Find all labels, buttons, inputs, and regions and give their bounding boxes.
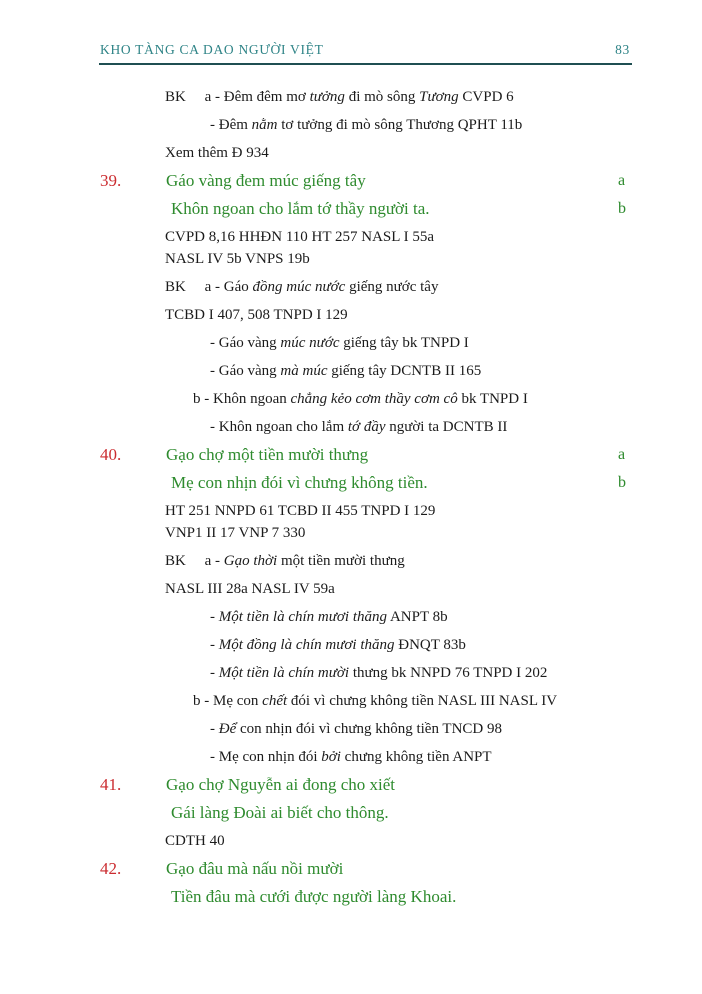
line-text: CVPD 8,16 HHĐN 110 HT 257 NASL I 55a	[165, 229, 435, 245]
variant-line	[0, 83, 702, 111]
variant-line	[0, 413, 702, 441]
verse-text: Gạo đâu mà nấu nồi mười	[166, 859, 344, 878]
line-text: ĐNQT 83b	[394, 637, 466, 653]
variant-italic-text: chết	[262, 693, 288, 709]
line-text: bk TNPD I	[457, 391, 528, 407]
line-text: đi mò sông	[344, 89, 420, 105]
variant-line	[0, 687, 702, 715]
line-text: CDTH 40	[165, 833, 225, 849]
verse-text: Gạo chợ Nguyễn ai đong cho xiết	[166, 775, 395, 794]
line-text: Xem thêm Đ 934	[165, 145, 269, 161]
line-text: VNP1 II 17 VNP 7 330	[165, 525, 306, 541]
verse-letter: b	[618, 200, 626, 217]
header-page-number: 83	[615, 42, 630, 57]
line-text: một tiền mười thưng	[277, 553, 405, 569]
verse-letter: a	[618, 172, 626, 189]
reference-line	[0, 575, 702, 603]
variant-italic-text: Gạo thời	[223, 553, 278, 569]
variant-italic-text: Một đồng là chín mươi thăng	[218, 637, 395, 653]
verse-text: Khôn ngoan cho lắm tớ thầy người ta.	[171, 199, 430, 218]
variant-italic-text: đồng múc nước	[252, 279, 346, 295]
line-text: tơ tưởng đi mò sông Thương QPHT 11b	[277, 117, 523, 133]
variant-italic-text: bởi	[321, 749, 341, 765]
variant-italic-text: mà múc	[280, 363, 328, 379]
line-text: - Gáo vàng	[210, 335, 281, 351]
header-rule	[99, 63, 632, 65]
line-text: thưng bk NNPD 76 TNPD I 202	[349, 665, 548, 681]
line-text: b - Mẹ con	[193, 693, 263, 709]
line-text: NASL III 28a NASL IV 59a	[165, 581, 335, 597]
line-text: -	[210, 665, 219, 681]
variant-italic-text: Một tiền là chín mười	[218, 665, 350, 681]
variant-line	[0, 659, 702, 687]
variant-line	[0, 631, 702, 659]
variant-italic-text: Tương	[419, 89, 459, 105]
line-text: - Mẹ con nhịn đói	[210, 749, 322, 765]
verse-line	[0, 799, 702, 827]
variant-line	[0, 273, 702, 301]
line-text: -	[210, 609, 219, 625]
verse-letter: a	[618, 446, 626, 463]
variant-italic-text: tớ đầy	[347, 419, 386, 435]
variant-line	[0, 715, 702, 743]
line-text: giếng tây bk TNPD I	[339, 335, 469, 351]
verse-line	[0, 195, 702, 223]
line-text: NASL IV 5b VNPS 19b	[165, 251, 310, 267]
verse-text: Gáo vàng đem múc giếng tây	[166, 171, 366, 190]
reference-line	[0, 301, 702, 329]
variant-line	[0, 385, 702, 413]
variant-line	[0, 743, 702, 771]
reference-line	[0, 519, 702, 547]
line-text: b - Khôn ngoan	[193, 391, 291, 407]
page-body	[0, 83, 702, 911]
line-text: giếng tây DCNTB II 165	[327, 363, 482, 379]
line-text: -	[210, 637, 219, 653]
variant-line	[0, 357, 702, 385]
line-text: - Gáo vàng	[210, 363, 281, 379]
verse-letter: b	[618, 474, 626, 491]
entry-number: 40.	[100, 445, 122, 464]
verse-line	[0, 469, 702, 497]
verse-text: Mẹ con nhịn đói vì chưng không tiền.	[171, 473, 428, 492]
variant-line	[0, 547, 702, 575]
entry-number: 42.	[100, 859, 122, 878]
running-header	[100, 42, 630, 58]
line-text: BK a - Đêm đêm mơ	[165, 89, 310, 105]
header-title: KHO TÀNG CA DAO NGƯỜI VIỆT	[100, 42, 324, 57]
verse-line	[0, 441, 702, 469]
entry-number: 41.	[100, 775, 122, 794]
variant-italic-text: tưởng	[309, 89, 345, 105]
variant-italic-text: Để	[218, 721, 237, 737]
verse-line	[0, 167, 702, 195]
variant-line	[0, 329, 702, 357]
verse-line	[0, 883, 702, 911]
line-text: -	[210, 721, 219, 737]
variant-italic-text: nằm	[251, 117, 278, 133]
verse-line	[0, 771, 702, 799]
variant-italic-text: Một tiền là chín mươi thăng	[218, 609, 388, 625]
entry-number: 39.	[100, 171, 122, 190]
line-text: - Khôn ngoan cho lắm	[210, 419, 348, 435]
reference-line	[0, 245, 702, 273]
line-text: ANPT 8b	[387, 609, 448, 625]
line-text: HT 251 NNPD 61 TCBD II 455 TNPD I 129	[165, 503, 436, 519]
line-text: đói vì chưng không tiền NASL III NASL IV	[287, 693, 558, 709]
line-text: con nhịn đói vì chưng không tiền TNCD 98	[236, 721, 503, 737]
variant-line	[0, 603, 702, 631]
line-text: BK a - Gáo	[165, 279, 253, 295]
variant-line	[0, 111, 702, 139]
reference-line	[0, 139, 702, 167]
line-text: TCBD I 407, 508 TNPD I 129	[165, 307, 348, 323]
verse-text: Gái làng Đoài ai biết cho thông.	[171, 803, 389, 822]
line-text: giếng nước tây	[345, 279, 439, 295]
variant-italic-text: múc nước	[280, 335, 340, 351]
variant-italic-text: chẳng kẻo cơm thầy cơm cô	[290, 391, 458, 407]
verse-text: Tiền đâu mà cưới được người làng Khoai.	[171, 887, 457, 906]
line-text: - Đêm	[210, 117, 252, 133]
reference-line	[0, 827, 702, 855]
line-text: CVPD 6	[458, 89, 514, 105]
line-text: BK a -	[165, 553, 224, 569]
line-text: người ta DCNTB II	[385, 419, 508, 435]
verse-text: Gạo chợ một tiền mười thưng	[166, 445, 369, 464]
line-text: chưng không tiền ANPT	[340, 749, 492, 765]
verse-line	[0, 855, 702, 883]
